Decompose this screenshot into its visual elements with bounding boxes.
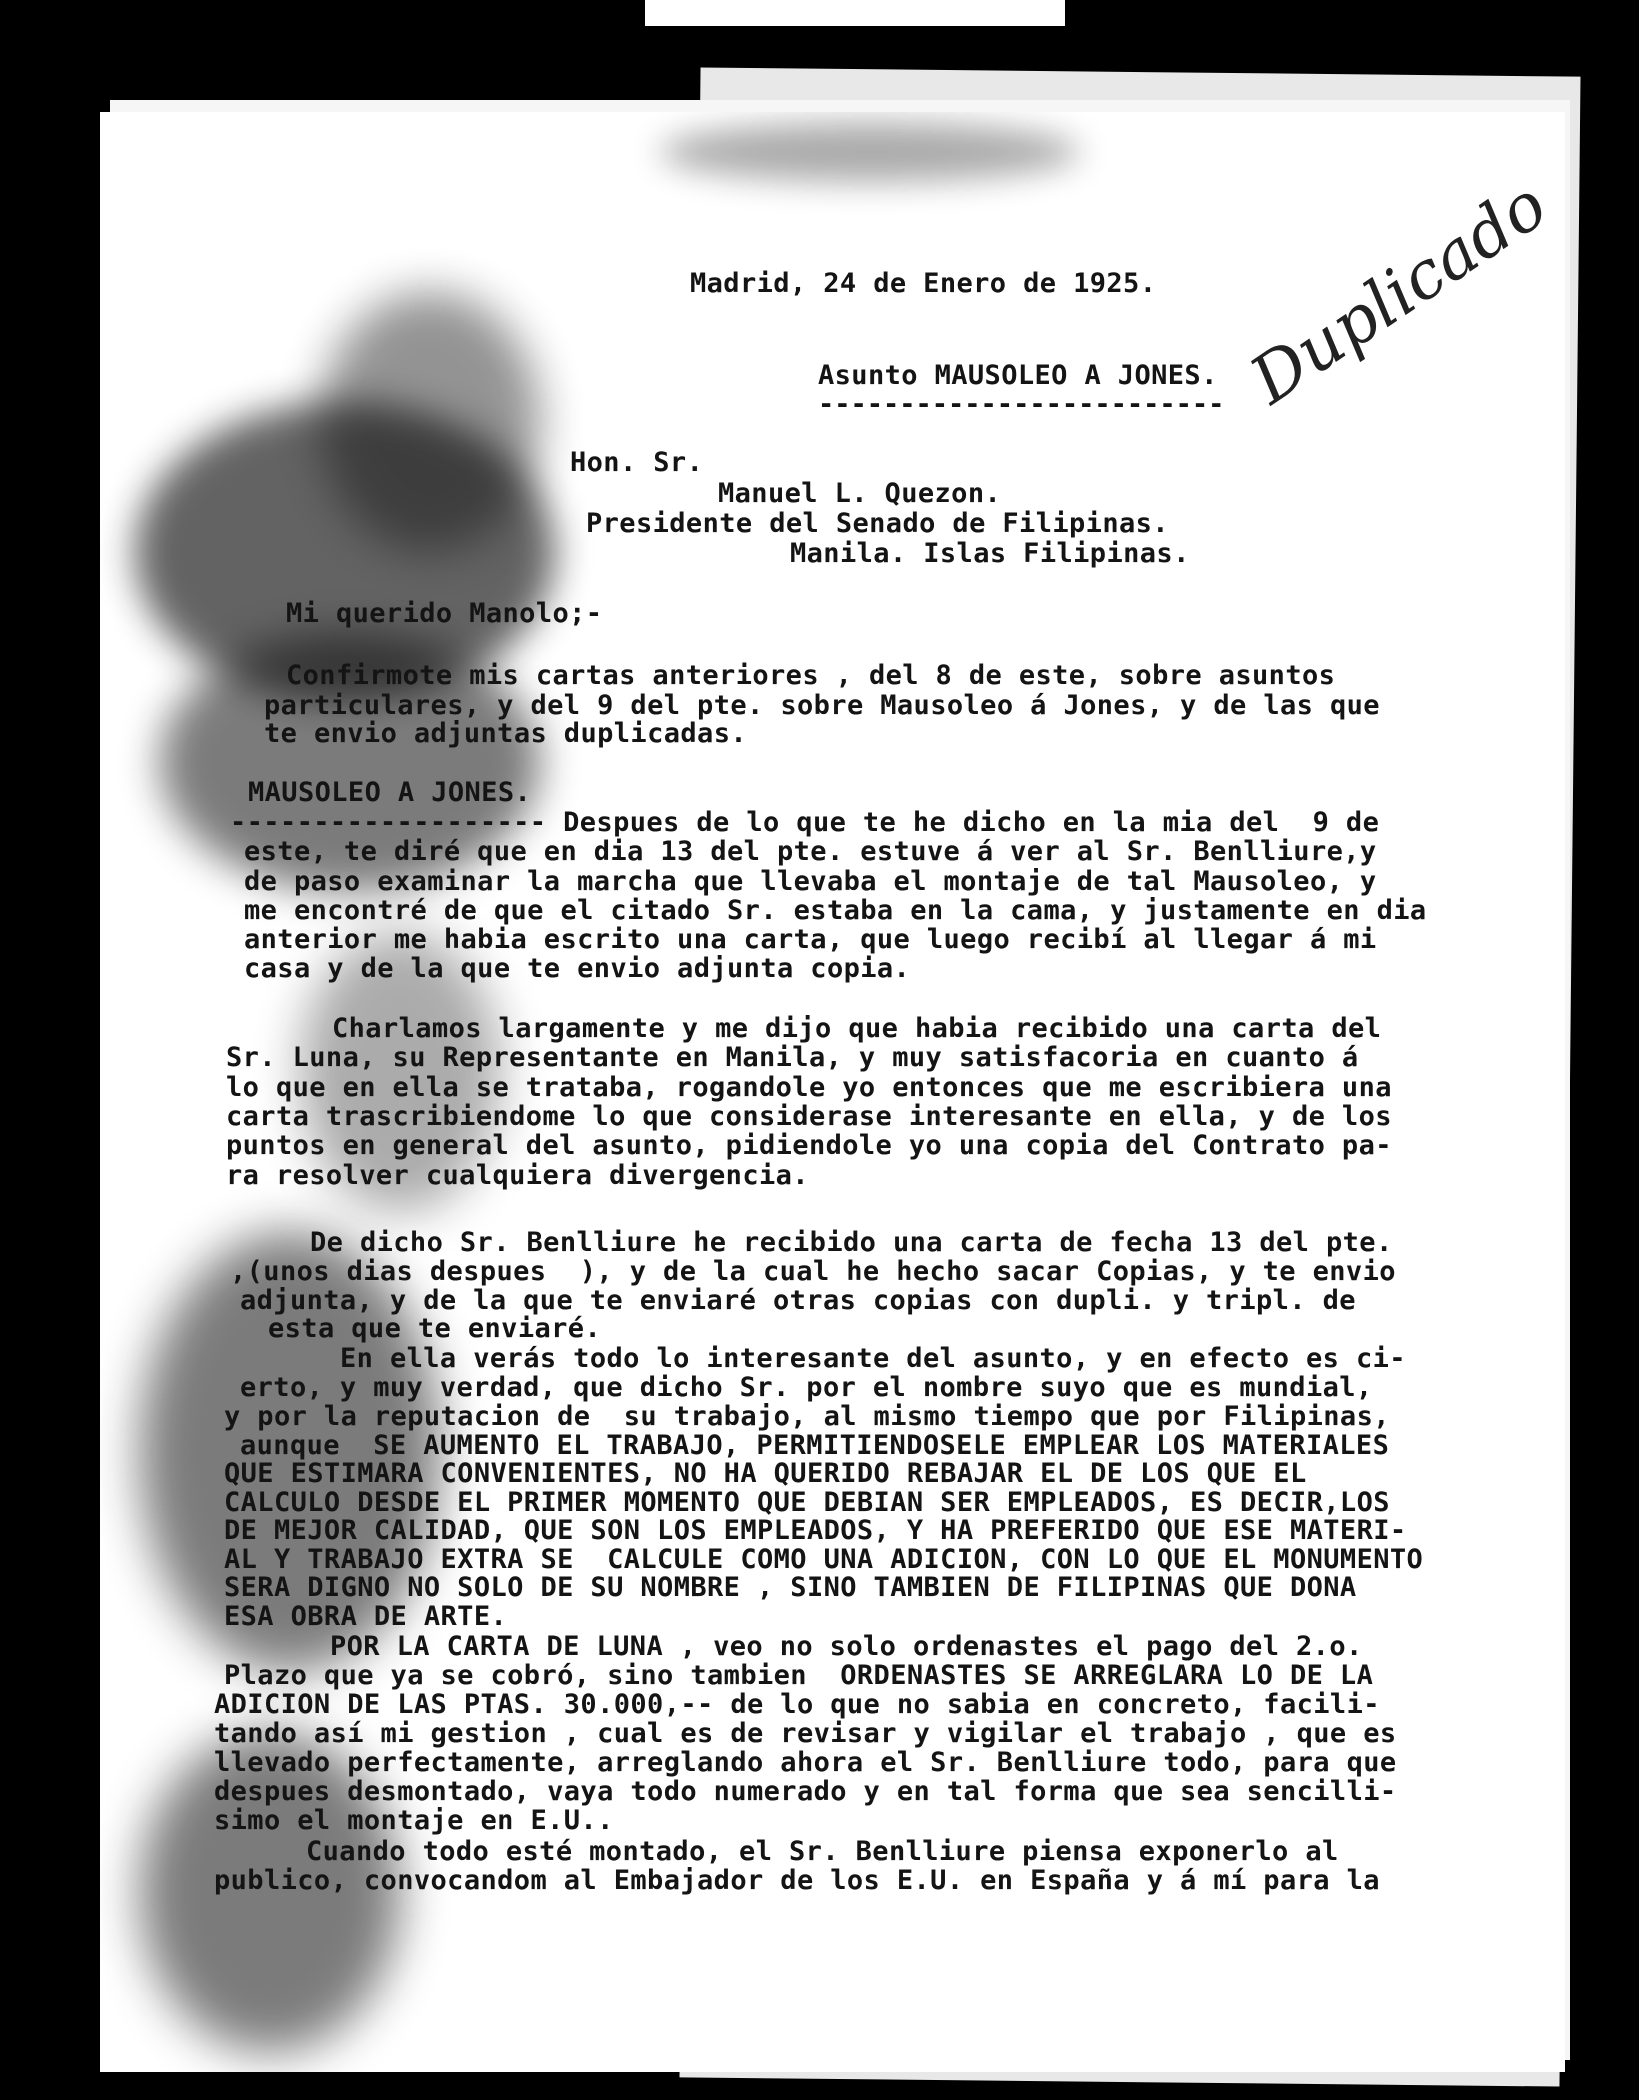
body-line: esta que te enviaré. <box>268 1313 602 1344</box>
body-line: despues desmontado, vaya todo numerado y en tal forma que sea sencilli- <box>214 1776 1397 1807</box>
body-line: ,(unos dias despues ), y de la cual he hecho sacar Copias, y te envio <box>230 1256 1396 1287</box>
handwritten-annotation: Duplicado <box>1236 166 1561 419</box>
body-line: CALCULO DESDE EL PRIMER MOMENTO QUE DEBIAN SER EMPLEADOS, ES DECIR,LOS <box>224 1487 1390 1518</box>
body-line: erto, y muy verdad, que dicho Sr. por el nombre suyo que es mundial, <box>240 1372 1373 1403</box>
body-line: adjunta, y de la que te enviaré otras copias con dupli. y tripl. de <box>240 1285 1356 1316</box>
body-line: Charlamos largamente y me dijo que habia recibido una carta del <box>332 1013 1382 1044</box>
body-line: aunque SE AUMENTO EL TRABAJO, PERMITIENDOSELE EMPLEAR LOS MATERIALES <box>240 1430 1390 1461</box>
body-line: Plazo que ya se cobró, sino tambien ORDENASTES SE ARREGLARA LO DE LA <box>224 1660 1374 1691</box>
body-line: llevado perfectamente, arreglando ahora el Sr. Benlliure todo, para que <box>214 1747 1397 1778</box>
letter-date: Madrid, 24 de Enero de 1925. <box>690 268 1157 299</box>
water-stain <box>320 292 540 552</box>
body-line: AL Y TRABAJO EXTRA SE CALCULE COMO UNA ADICION, CON LO QUE EL MONUMENTO <box>224 1544 1424 1575</box>
body-line: te envio adjuntas duplicadas. <box>264 718 748 749</box>
body-line: ESA OBRA DE ARTE. <box>224 1601 508 1632</box>
subject-rule: ------------------------- <box>818 389 1225 420</box>
body-line: tando así mi gestion , cual es de revisar y vigilar el trabajo , que es <box>214 1718 1397 1749</box>
body-line: publico, convocandom al Embajador de los E.U. en España y á mí para la <box>214 1865 1380 1896</box>
water-stain <box>660 122 1080 182</box>
recipient-title: Presidente del Senado de Filipinas. <box>586 508 1169 539</box>
recipient-location: Manila. Islas Filipinas. <box>790 538 1190 569</box>
body-line: ra resolver cualquiera divergencia. <box>226 1160 809 1191</box>
body-line: En ella verás todo lo interesante del asunto, y en efecto es ci- <box>340 1343 1406 1374</box>
body-line: casa y de la que te envio adjunta copia. <box>244 953 911 984</box>
letter-subject: Asunto MAUSOLEO A JONES. <box>818 360 1218 391</box>
body-line: Cuando todo esté montado, el Sr. Benlliure piensa exponerlo al <box>306 1836 1339 1867</box>
recipient-honorific: Hon. Sr. <box>570 447 704 478</box>
top-paper-tab <box>645 0 1065 26</box>
body-line: lo que en ella se trataba, rogandole yo entonces que me escribiera una <box>226 1072 1392 1103</box>
body-line: me encontré de que el citado Sr. estaba en la cama, y justamente en dia <box>244 895 1427 926</box>
recipient-name: Manuel L. Quezon. <box>718 478 1002 509</box>
salutation: Mi querido Manolo;- <box>286 598 603 629</box>
letter-page <box>100 112 1565 2072</box>
body-line: simo el montaje en E.U.. <box>214 1805 614 1836</box>
body-line: de paso examinar la marcha que llevaba el montaje de tal Mausoleo, y <box>244 866 1377 897</box>
body-line: De dicho Sr. Benlliure he recibido una carta de fecha 13 del pte. <box>310 1227 1393 1258</box>
body-line: ------------------- Despues de lo que te he dicho en la mia del 9 de <box>230 807 1380 838</box>
body-line: este, te diré que en dia 13 del pte. estuve á ver al Sr. Benlliure,y <box>244 836 1377 867</box>
body-line: ADICION DE LAS PTAS. 30.000,-- de lo que no sabia en concreto, facili- <box>214 1689 1380 1720</box>
body-line: POR LA CARTA DE LUNA , veo no solo ordenastes el pago del 2.o. <box>330 1631 1363 1662</box>
body-line: anterior me habia escrito una carta, que luego recibí al llegar á mi <box>244 924 1377 955</box>
body-line: Confirmote mis cartas anteriores , del 8 de este, sobre asuntos <box>286 660 1336 691</box>
body-line: particulares, y del 9 del pte. sobre Mausoleo á Jones, y de las que <box>264 690 1380 721</box>
body-line: DE MEJOR CALIDAD, QUE SON LOS EMPLEADOS, Y HA PREFERIDO QUE ESE MATERI- <box>224 1515 1407 1546</box>
body-line: puntos en general del asunto, pidiendole yo una copia del Contrato pa- <box>226 1130 1392 1161</box>
body-line: Sr. Luna, su Representante en Manila, y muy satisfacoria en cuanto á <box>226 1042 1359 1073</box>
body-line: SERA DIGNO NO SOLO DE SU NOMBRE , SINO TAMBIEN DE FILIPINAS QUE DONA <box>224 1572 1357 1603</box>
body-line: carta trascribiendome lo que considerase interesante en ella, y de los <box>226 1101 1392 1132</box>
body-line: y por la reputacion de su trabajo, al mismo tiempo que por Filipinas, <box>224 1401 1390 1432</box>
section-heading: MAUSOLEO A JONES. <box>248 777 532 808</box>
body-line: QUE ESTIMARA CONVENIENTES, NO HA QUERIDO REBAJAR EL DE LOS QUE EL <box>224 1458 1307 1489</box>
